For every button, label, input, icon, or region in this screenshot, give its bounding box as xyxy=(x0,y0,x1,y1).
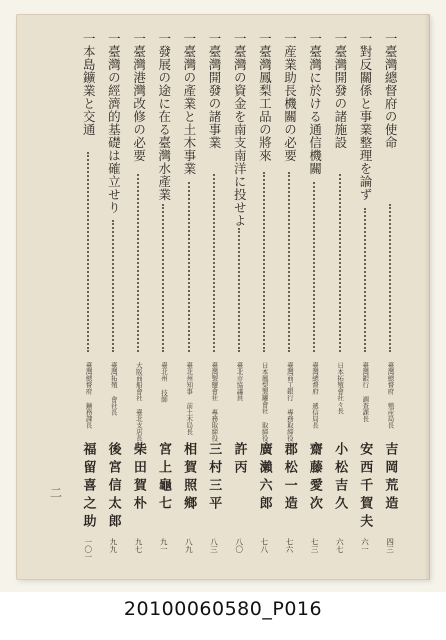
toc-entry xyxy=(279,32,299,562)
entry-title: 一臺灣開發の諸施設 xyxy=(332,32,348,149)
toc-entry xyxy=(128,32,148,562)
author-name: 許丙 xyxy=(231,442,247,478)
entry-title: 一本島鑛業と交通 xyxy=(81,32,97,136)
author-affiliation: 大阪商船會社 臺北支店長 xyxy=(134,362,143,442)
dotted-leader xyxy=(339,174,341,352)
toc-entry xyxy=(380,32,400,562)
entry-title: 一對反關係と事業整理を論ず xyxy=(357,32,373,201)
dotted-leader xyxy=(162,204,164,352)
author-affiliation: 臺北市協議員 xyxy=(235,362,244,401)
entry-title: 一臺灣鳳梨工品の將來 xyxy=(257,32,273,162)
author-name: 宮上龜七 xyxy=(155,442,171,514)
dotted-leader xyxy=(288,172,290,352)
author-affiliation: 臺灣銀行 調查課長 xyxy=(361,362,370,422)
author-name: 小松吉久 xyxy=(332,442,348,514)
toc-entry xyxy=(179,32,199,562)
author-name: 福留喜之助 xyxy=(80,442,96,532)
entry-page-number: 八三 xyxy=(209,538,219,553)
entry-page-number: 七三 xyxy=(310,538,320,553)
toc-entry xyxy=(78,32,98,562)
author-name: 廣瀨六郎 xyxy=(256,442,272,514)
author-affiliation: 臺灣總督府 遞信局長 xyxy=(310,362,319,429)
entry-title: 一臺灣港灣改修の必要 xyxy=(131,32,147,162)
author-name: 後宮信太郎 xyxy=(105,442,121,532)
entry-title: 一臺灣の資金を南支南洋に投せよ xyxy=(232,32,248,227)
author-affiliation: 臺灣總督府 鑛務課長 xyxy=(84,362,93,429)
author-name: 柴田賀朴 xyxy=(130,442,146,514)
entry-page-number: 六七 xyxy=(335,538,345,553)
dotted-leader xyxy=(188,182,190,352)
author-name: 安西千賀夫 xyxy=(357,442,373,532)
entry-page-number: 七六 xyxy=(285,538,294,553)
author-affiliation: 臺灣商工銀行 專務取締役 xyxy=(285,362,294,442)
author-affiliation: 臺灣總督府 殖産局長 xyxy=(386,362,395,429)
author-name: 三村三平 xyxy=(206,442,222,514)
entry-title: 一産業助長機關の必要 xyxy=(282,32,298,162)
entry-page-number: 九九 xyxy=(108,538,118,553)
toc-entry xyxy=(254,32,274,562)
toc-entry xyxy=(330,32,350,562)
entry-page-number: 四三 xyxy=(385,538,395,553)
entry-title: 一臺灣の產業と土木事業 xyxy=(181,32,197,175)
dotted-leader xyxy=(263,172,265,352)
author-affiliation: 日本鳳梨製罐會社 取締役 xyxy=(260,362,269,442)
dotted-leader xyxy=(112,220,114,352)
entry-page-number: 八〇 xyxy=(234,538,244,553)
page-number: 二 xyxy=(50,486,63,500)
image-caption: 20100060580_P016 xyxy=(123,598,323,620)
entry-title: 一臺灣に於ける通信機關 xyxy=(307,32,323,175)
toc-entry xyxy=(355,32,375,562)
author-name: 吉岡荒造 xyxy=(382,442,398,514)
author-name: 相賀照鄉 xyxy=(181,442,197,514)
entry-page-number: 九一 xyxy=(159,538,169,553)
author-affiliation: 臺北州知事 前土木局長 xyxy=(185,362,194,435)
toc-entry xyxy=(229,32,249,562)
author-affiliation: 日本拓殖會社々長 xyxy=(336,362,345,414)
dotted-leader xyxy=(364,208,366,352)
dotted-leader xyxy=(87,152,89,352)
entry-title: 一臺灣開發の諸事業 xyxy=(207,32,223,149)
author-name: 郡松一造 xyxy=(281,442,297,514)
entry-page-number: 一〇一 xyxy=(83,538,93,561)
entry-page-number: 八九 xyxy=(184,538,194,553)
author-name: 齋藤愛次 xyxy=(306,442,322,514)
entry-title: 一臺灣總督府の使命 xyxy=(383,32,399,149)
toc-entry xyxy=(304,32,324,562)
entry-page-number: 六一 xyxy=(360,538,370,553)
entry-page-number: 七八 xyxy=(259,538,269,553)
entry-title: 一發展の途に在る臺灣水產業 xyxy=(156,32,172,201)
entry-page-number: 九七 xyxy=(134,538,144,553)
book-page xyxy=(16,14,430,580)
dotted-leader xyxy=(213,174,215,352)
entry-title: 一臺灣の經濟的基礎は確立せり xyxy=(106,32,122,214)
dotted-leader xyxy=(313,182,315,352)
author-affiliation: 臺北州 技師 xyxy=(160,362,169,403)
toc-entry xyxy=(204,32,224,562)
toc-entry xyxy=(153,32,173,562)
author-affiliation: 臺灣製鹽會社 專務取締役 xyxy=(210,362,219,442)
table-of-contents xyxy=(78,32,400,562)
author-affiliation: 臺灣拓殖 會社長 xyxy=(109,362,118,416)
dotted-leader xyxy=(137,174,139,352)
dotted-leader xyxy=(389,204,391,352)
dotted-leader xyxy=(238,228,240,352)
toc-entry xyxy=(103,32,123,562)
